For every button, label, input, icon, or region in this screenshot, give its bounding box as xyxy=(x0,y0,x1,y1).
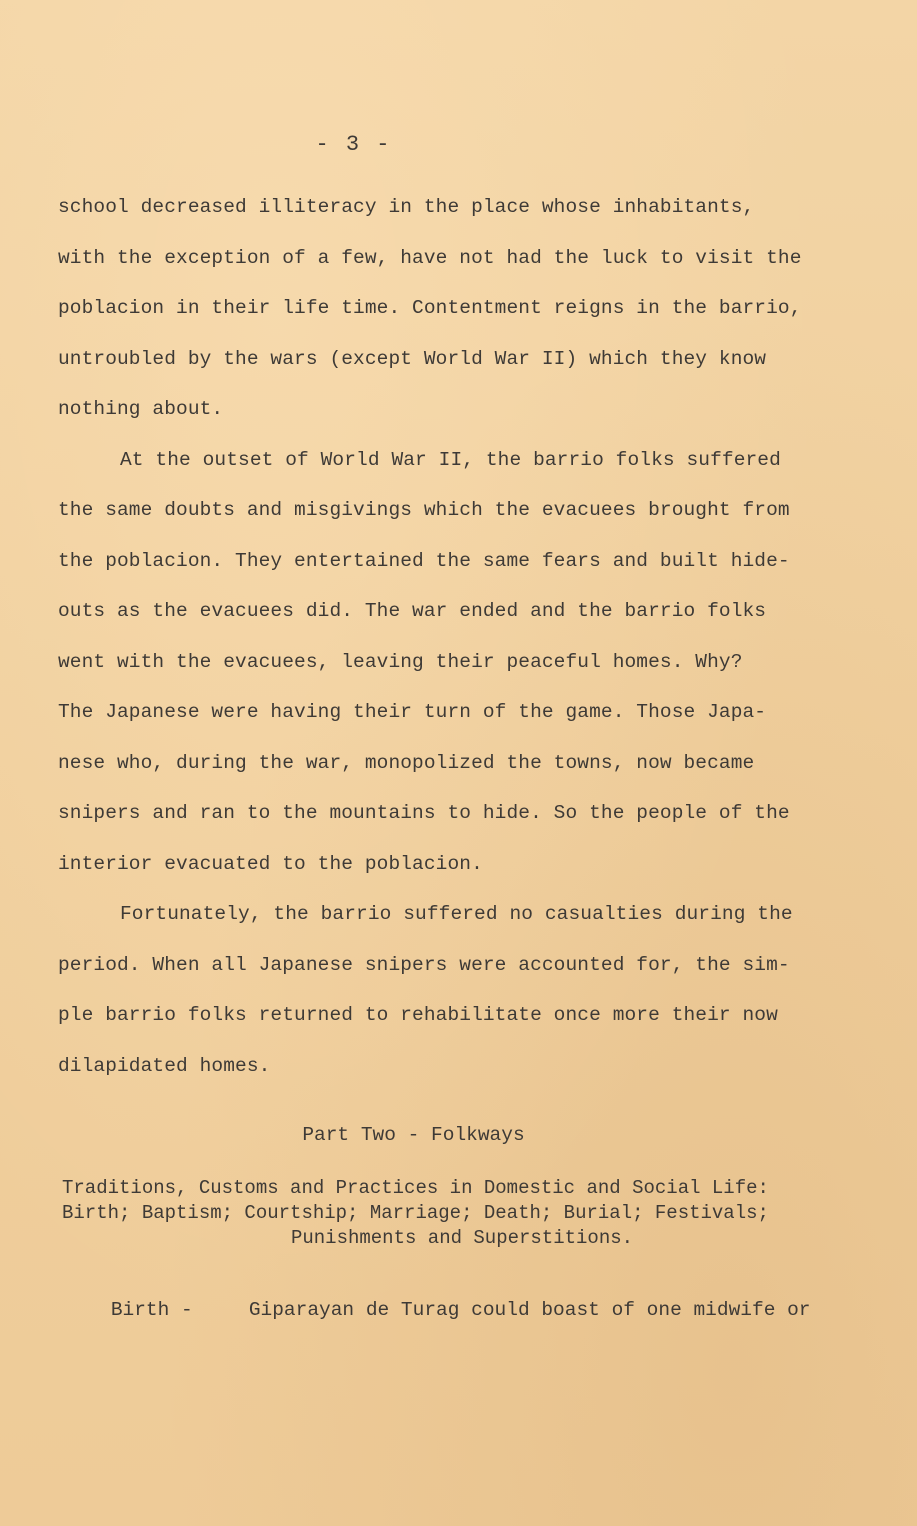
text-line: snipers and ran to the mountains to hide. So the people of the xyxy=(58,802,790,824)
text-line: poblacion in their life time. Contentment reigns in the barrio, xyxy=(58,297,802,319)
text-line: ple barrio folks returned to rehabilitate once more their now xyxy=(58,1004,778,1026)
text-line: Fortunately, the barrio suffered no casualties during the xyxy=(120,903,793,925)
text-line: school decreased illiteracy in the place whose inhabitants, xyxy=(58,196,755,218)
page-number: - 3 - xyxy=(315,132,392,157)
text-line: outs as the evacuees did. The war ended and the barrio folks xyxy=(58,600,767,622)
traditions-list xyxy=(62,1176,862,1251)
text-line: period. When all Japanese snipers were accounted for, the sim- xyxy=(58,953,790,976)
birth-entry xyxy=(64,1277,811,1343)
text-line: The Japanese were having their turn of the game. Those Japa- xyxy=(58,701,767,723)
text-line: nese who, during the war, monopolized the towns, now became xyxy=(58,751,755,774)
traditions-line: Traditions, Customs and Practices in Domestic and Social Life: xyxy=(62,1177,769,1199)
traditions-line: Birth; Baptism; Courtship; Marriage; Death; Burial; Festivals; xyxy=(62,1202,769,1224)
traditions-line: Punishments and Superstitions. xyxy=(290,1227,634,1249)
text-line: At the outset of World War II, the barrio folks suffered xyxy=(120,448,781,471)
text-line: interior evacuated to the poblacion. xyxy=(58,852,483,875)
text-line: the poblacion. They entertained the same fears and built hide- xyxy=(58,549,790,572)
section-title: Part Two - Folkways xyxy=(302,1124,525,1146)
text-line: untroubled by the wars (except World War II) which they know xyxy=(58,347,767,370)
text-line: the same doubts and misgivings which the evacuees brought from xyxy=(58,499,790,521)
body-text xyxy=(58,190,878,1099)
text-line: nothing about. xyxy=(58,398,224,420)
text-line: dilapidated homes. xyxy=(58,1054,271,1077)
text-line: went with the evacuees, leaving their peaceful homes. Why? xyxy=(58,650,743,673)
birth-text: Giparayan de Turag could boast of one midwife or xyxy=(248,1299,811,1321)
birth-label: Birth - xyxy=(110,1299,193,1321)
text-line: with the exception of a few, have not had the luck to visit the xyxy=(58,246,802,269)
